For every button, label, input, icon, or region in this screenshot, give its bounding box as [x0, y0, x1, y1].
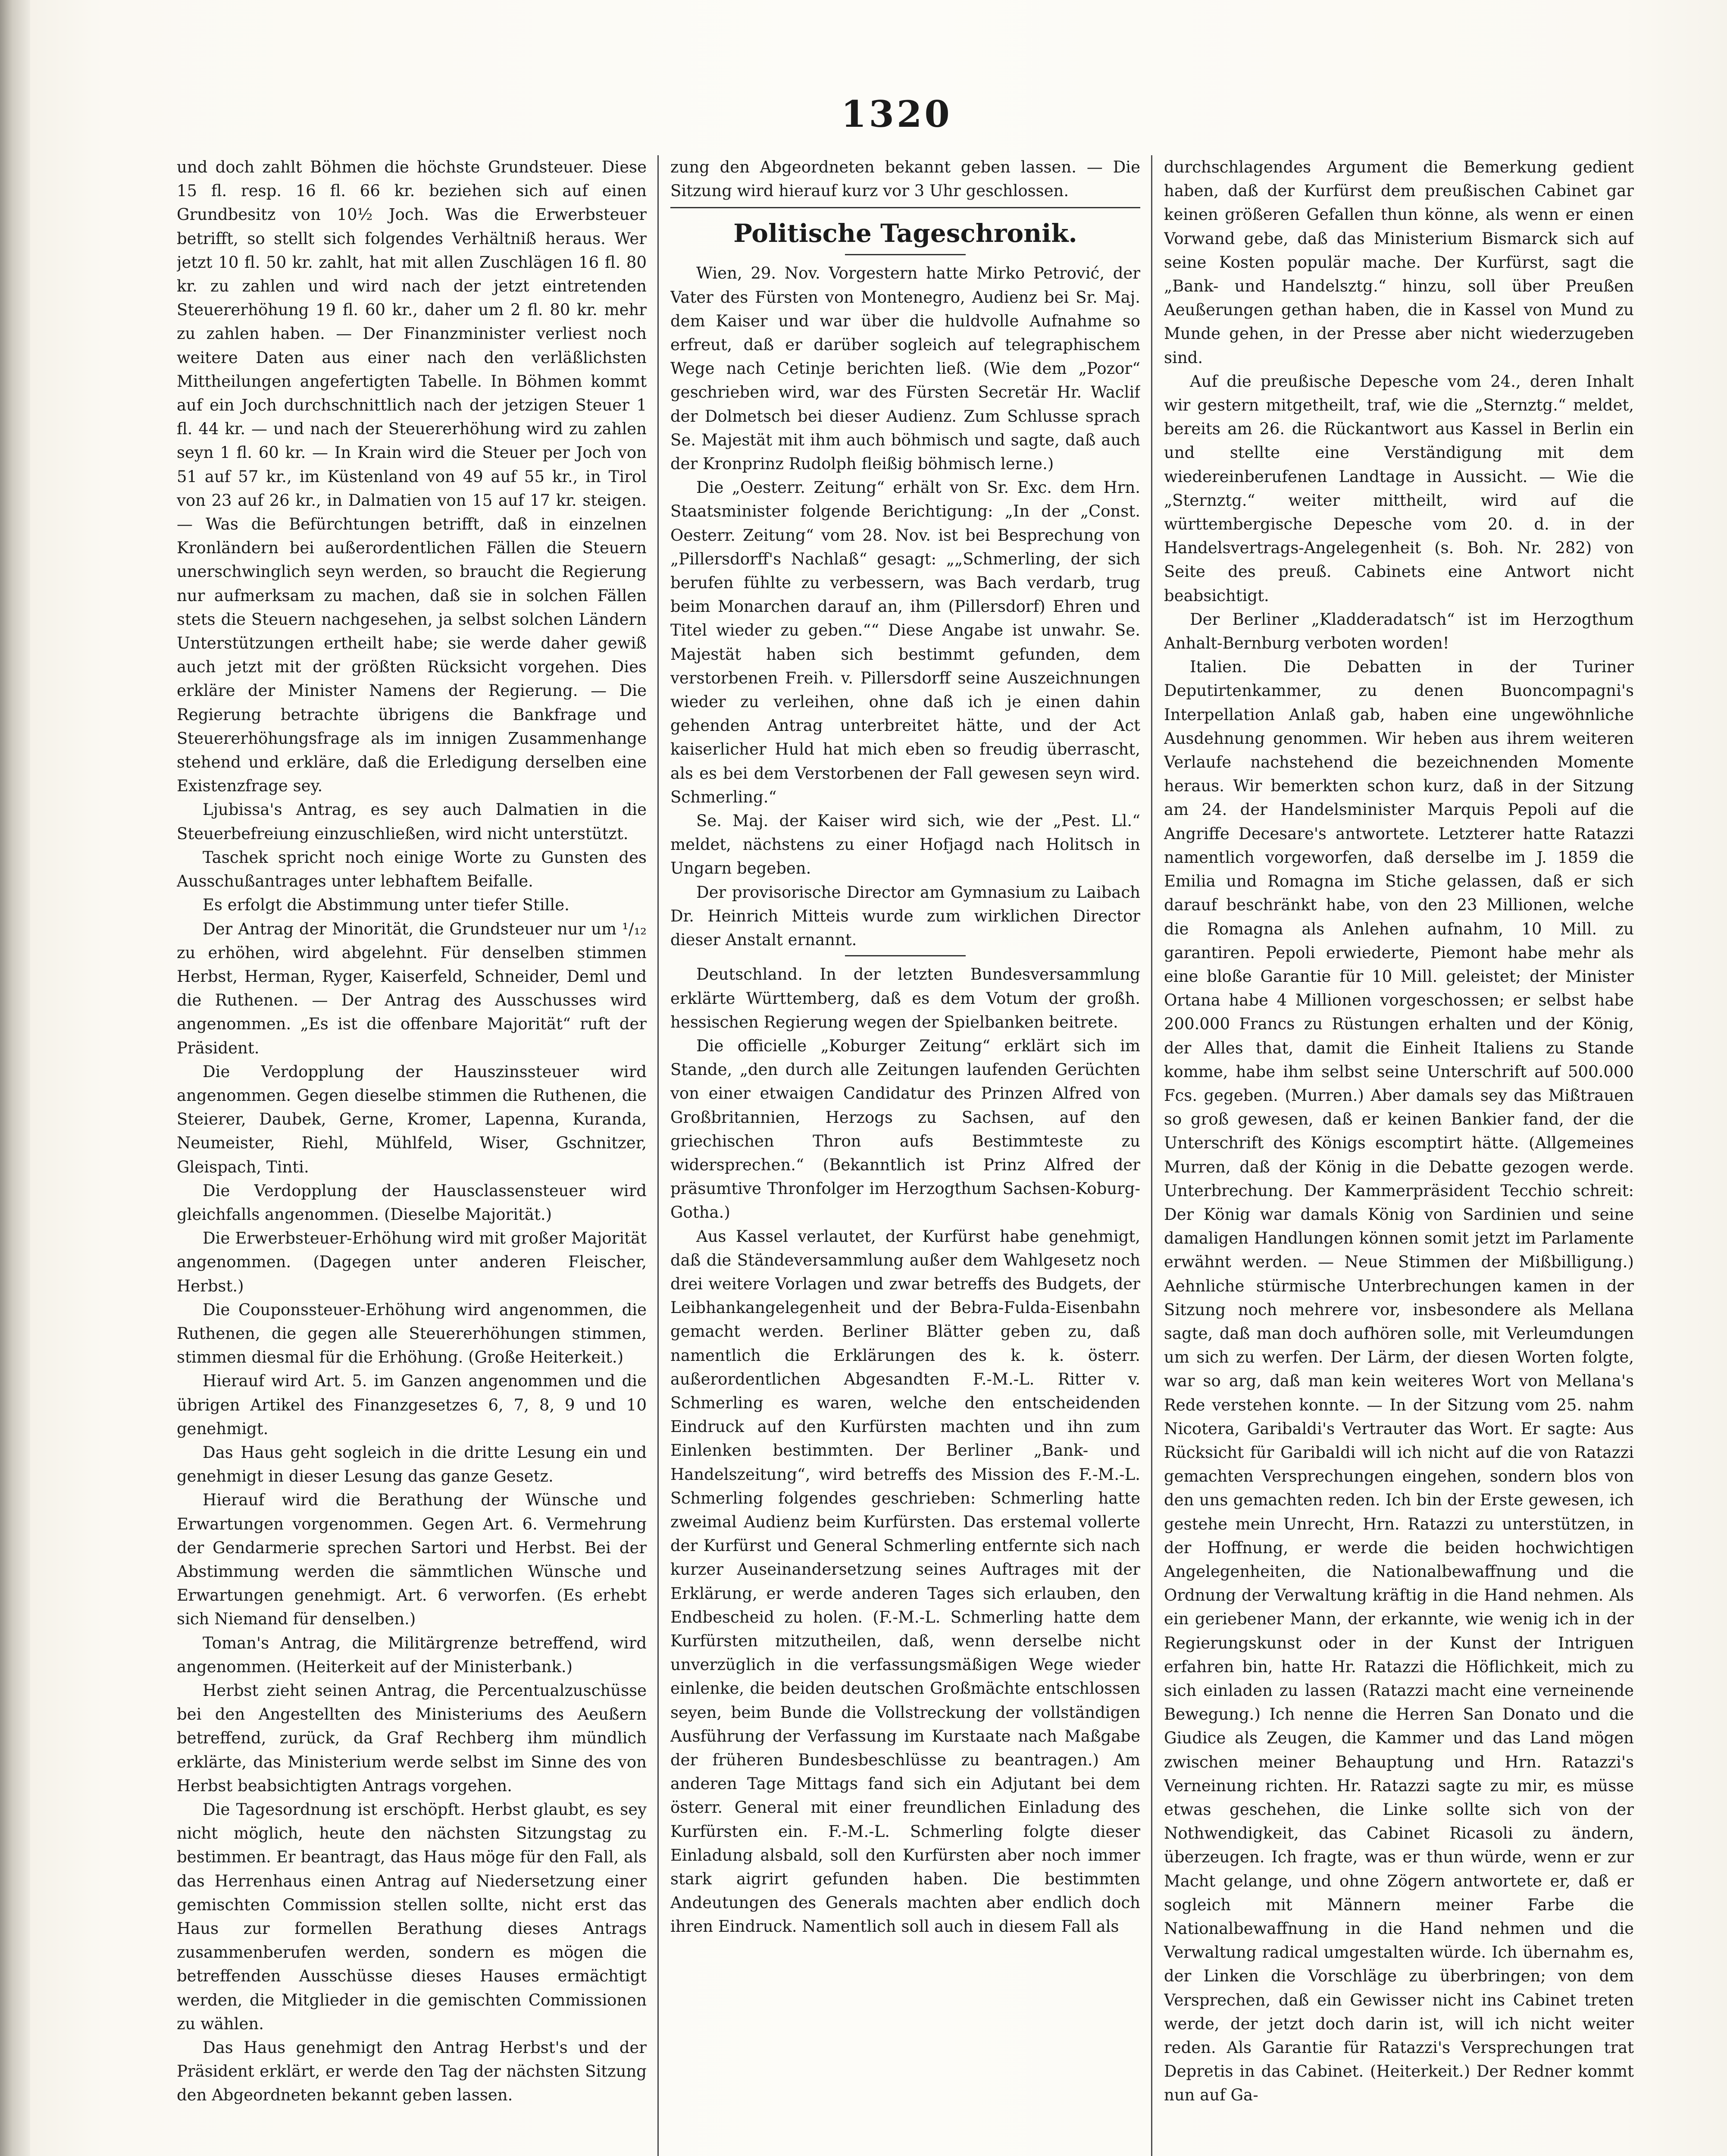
paragraph: Herbst zieht seinen Antrag, die Percentualzuschüsse bei den Angestellten des Ministeriums des Aeußern betreffend, zurück, da Graf Rechberg ihm mündlich erklärte, das Ministerium werde selbst im Sinne des von Herbst beabsichtigten Antrags vorgehen. — [177, 1681, 647, 1795]
binding-spine — [0, 0, 30, 2156]
section-divider — [845, 955, 966, 956]
paragraph: Die Couponssteuer-Erhöhung wird angenommen, die Ruthenen, die gegen alle Steuererhöhungen stimmen, stimmen diesmal für die Erhöhung. (Große Heiterkeit.) — [177, 1300, 647, 1367]
column-rule-left — [657, 155, 659, 2156]
column-rule-right — [1151, 155, 1152, 2156]
paragraph: Die Verdopplung der Hauszinssteuer wird angenommen. Gegen dieselbe stimmen die Ruthenen, die Steierer, Daubek, Gerne, Kromer, Lapenna, Kuranda, Neumeister, Riehl, Mühlfeld, Wiser, Gschnitzer, Gleispach, Tinti. — [177, 1062, 647, 1176]
paragraph: Taschek spricht noch einige Worte zu Gunsten des Ausschußantrages unter lebhaftem Beifalle. — [177, 848, 647, 891]
column-middle — [670, 155, 1140, 2156]
paragraph: Hierauf wird die Berathung der Wünsche und Erwartungen vorgenommen. Gegen Art. 6. Vermehrung der Gendarmerie sprechen Sartori und Herbst. Bei der Abstimmung werden die sämmtlichen Wünsche und Erwartungen genehmigt. Art. 6 verworfen. (Es erhebt sich Niemand für denselben.) — [177, 1491, 647, 1629]
paragraph: Auf die preußische Depesche vom 24., deren Inhalt wir gestern mitgetheilt, traf, wie die „Sternztg.“ meldet, bereits am 26. die Rückantwort aus Kassel in Berlin ein und stellte eine Verständigung mit dem wiedereinberufenen Landtage in Aussicht. — Wie die „Sternztg.“ weiter mittheilt, wird auf die württembergische Depesche vom 20. d. in der Handelsvertrags-Angelegenheit (s. Boh. Nr. 282) von Seite des preuß. Cabinets eine Antwort nicht beabsichtigt. — [1164, 372, 1634, 605]
paragraph: und doch zahlt Böhmen die höchste Grundsteuer. Diese 15 fl. resp. 16 fl. 66 kr. beziehen sich auf einen Grundbesitz von 10½ Joch. Was die Erwerbsteuer betrifft, so stellt sich folgendes Verhältniß heraus. Wer jetzt 10 fl. 50 kr. zahlt, hat mit allen Zuschlägen 16 fl. 80 kr. zu zahlen und wird nach der jetzt eintretenden Steuererhöhung 19 fl. 60 kr., daher um 2 fl. 80 kr. mehr zu zahlen haben. — Der Finanzminister verliest noch weitere Daten aus einer nach den verläßlichsten Mittheilungen angefertigten Tabelle. In Böhmen kommt auf ein Joch durchschnittlich nach der jetzigen Steuer 1 fl. 44 kr. — und nach der Steuererhöhung wird zu zahlen seyn 1 fl. 60 kr. — In Krain wird die Steuer per Joch von 51 auf 57 kr., im Küstenland von 49 auf 55 kr., in Tirol von 23 auf 26 kr., in Dalmatien von 15 auf 17 kr. steigen. — Was die Befürchtungen betrifft, daß in einzelnen Kronländern bei außerordentlichen Fällen die Steuern unerschwinglich seyn werden, so braucht die Regierung nur aufmerksam zu machen, daß sie in solchen Fällen stets die Steuern nachgesehen, ja selbst solchen Ländern Unterstützungen ertheilt habe; sie werde daher gewiß auch jetzt mit der größten Rücksicht vorgehen. Dies erkläre der Minister Namens der Regierung. — Die Regierung betrachte übrigens die Bankfrage und Steuererhöhungsfrage als im innigen Zusammenhange stehend und erkläre, daß die Erledigung derselben eine Existenzfrage sey. — [177, 158, 647, 796]
paragraph: Die Verdopplung der Hausclassensteuer wird gleichfalls angenommen. (Dieselbe Majorität.) — [177, 1181, 647, 1224]
section-rule — [670, 207, 1140, 208]
paragraph: Die officielle „Koburger Zeitung“ erklärt sich im Stande, „den durch alle Zeitungen laufenden Gerüchten von einer etwaigen Candidatur des Prinzen Alfred von Großbritannien, Herzogs zu Sachsen, auf den griechischen Thron aufs Bestimmteste zu widersprechen.“ (Bekanntlich ist Prinz Alfred der präsumtive Thronfolger im Herzogthum Sachsen-Koburg-Gotha.) — [670, 1036, 1140, 1222]
heading-underline — [845, 254, 966, 255]
paragraph: Se. Maj. der Kaiser wird sich, wie der „Pest. Ll.“ meldet, nächstens zu einer Hofjagd nach Holitsch in Ungarn begeben. — [670, 812, 1140, 878]
paragraph: Wien, 29. Nov. Vorgestern hatte Mirko Petrović, der Vater des Fürsten von Montenegro, Audienz bei Sr. Maj. dem Kaiser und war über die huldvolle Aufnahme so erfreut, daß er darüber sogleich auf telegraphischem Wege nach Cetinje berichten ließ. (Wie dem „Pozor“ geschrieben wird, war des Fürsten Secretär Hr. Waclif der Dolmetsch bei dieser Audienz. Zum Schlusse sprach Se. Majestät mit ihm auch böhmisch und sagte, daß auch der Kronprinz Rudolph fleißig böhmisch lerne.) — [670, 264, 1140, 473]
paragraph: durchschlagendes Argument die Bemerkung gedient haben, daß der Kurfürst dem preußischen Cabinet gar keinen größeren Gefallen thun könne, als wenn er einen Vorwand gebe, daß das Ministerium Bismarck sich auf seine Kosten populär mache. Der Kurfürst, sagt die „Bank- und Handelsztg.“ hinzu, soll über Preußen Aeußerungen gethan haben, die in Kassel von Mund zu Munde gehen, in der Presse aber nicht wiederzugeben sind. — [1164, 158, 1634, 367]
paragraph: Der Antrag der Minorität, die Grundsteuer nur um ¹/₁₂ zu erhöhen, wird abgelehnt. Für denselben stimmen Herbst, Herman, Ryger, Kaiserfeld, Schneider, Deml und die Ruthenen. — Der Antrag des Ausschusses wird angenommen. „Es ist die offenbare Majorität“ ruft der Präsident. — [177, 919, 647, 1057]
column-right — [1164, 155, 1634, 2156]
paragraph: zung den Abgeordneten bekannt geben lassen. — Die Sitzung wird hierauf kurz vor 3 Uhr geschlossen. — [670, 158, 1140, 201]
paragraph: Hierauf wird Art. 5. im Ganzen angenommen und die übrigen Artikel des Finanzgesetzes 6, 7, 8, 9 und 10 genehmigt. — [177, 1372, 647, 1438]
paragraph: Das Haus geht sogleich in die dritte Lesung ein und genehmigt in dieser Lesung das ganze Gesetz. — [177, 1443, 647, 1486]
paragraph: Die Erwerbsteuer-Erhöhung wird mit großer Majorität angenommen. (Dagegen unter anderen Fleischer, Herbst.) — [177, 1229, 647, 1295]
column-left — [177, 155, 647, 2156]
paragraph: Ljubissa's Antrag, es sey auch Dalmatien in die Steuerbefreiung einzuschließen, wird nicht unterstützt. — [177, 800, 647, 843]
paragraph: Deutschland. In der letzten Bundesversammlung erklärte Württemberg, daß es dem Votum der großh. hessischen Regierung wegen der Spielbanken beitrete. — [670, 965, 1140, 1031]
paragraph: Toman's Antrag, die Militärgrenze betreffend, wird angenommen. (Heiterkeit auf der Ministerbank.) — [177, 1633, 647, 1676]
paragraph: Der provisorische Director am Gymnasium zu Laibach Dr. Heinrich Mitteis wurde zum wirklichen Director dieser Anstalt ernannt. — [670, 883, 1140, 950]
paragraph: Die Tagesordnung ist erschöpft. Herbst glaubt, es sey nicht möglich, heute den nächsten Sitzungstag zu bestimmen. Er beantragt, das Haus möge für den Fall, als das Herrenhaus einen Antrag auf Niedersetzung einer gemischten Commission stellen sollte, nicht erst das Haus zur formellen Berathung dieses Antrags zusammenberufen werden, sondern es mögen die betreffenden Ausschüsse dieses Hauses ermächtigt werden, die Mitglieder in die gemischten Commissionen zu wählen. — [177, 1800, 647, 2033]
page-number: 1320 — [841, 93, 952, 135]
paragraph: Italien. Die Debatten in der Turiner Deputirtenkammer, zu denen Buoncompagni's Interpellation Anlaß gab, haben eine ungewöhnliche Ausdehnung genommen. Wir heben aus ihrem weiteren Verlaufe nachstehend die bezeichnenden Momente heraus. Wir bemerkten schon kurz, daß in der Sitzung am 24. der Handelsminister Marquis Pepoli auf die Angriffe Decesare's antwortete. Letzterer hatte Ratazzi namentlich vorgeworfen, daß derselbe im J. 1859 die Emilia und Romagna im Stiche gelassen, daß er sich darauf beschränkt habe, von den 23 Millionen, welche die Romagna als Anlehen aufnahm, 10 Mill. zu garantiren. Pepoli erwiederte, Piemont habe mehr als eine bloße Garantie für 10 Mill. geleistet; der Minister Ortana habe 4 Millionen vorgeschossen; er selbst habe 200.000 Francs zu Rüstungen erhalten und der König, der Alles that, damit die Einheit Italiens zu Stande komme, habe ihm selbst seine Unterschrift auf 500.000 Fcs. gegeben. (Murren.) Aber damals sey das Mißtrauen so groß gewesen, daß er keinen Bankier fand, der die Unterschrift des Königs escomptirt hätte. (Allgemeines Murren, daß der König in die Debatte gezogen werde. Unterbrechung. Der Kammerpräsident Tecchio schreit: Der König war damals König von Sardinien und seine damaligen Handlungen können somit jetzt im Parlamente erwähnt werden. — Neue Stimmen der Mißbilligung.) Aehnliche stürmische Unterbrechungen kamen in der Sitzung noch mehrere vor, insbesondere als Mellana sagte, daß man doch aufhören solle, mit Verleumdungen um sich zu werfen. Der Lärm, der diesen Worten folgte, war so arg, daß man kein weiteres Wort von Mellana's Rede verstehen konnte. — In der Sitzung vom 25. nahm Nicotera, Garibaldi's Vertrauter das Wort. Er sagte: Aus Rücksicht für Garibaldi will ich nicht auf die von Ratazzi gemachten Versprechungen eingehen, sondern blos von den uns gemachten reden. Ich bin der Erste gewesen, ich gestehe mein Unrecht, Hrn. Ratazzi zu unterstützen, in der Hoffnung, er werde die beiden hochwichtigen Angelegenheiten, die Nationalbewaffnung und die Ordnung der Verwaltung kräftig in die Hand nehmen. Als ein geriebener Mann, der erkannte, wie wenig ich in der Regierungskunst oder in der Kunst der Intriguen erfahren bin, hatte Hr. Ratazzi die Höflichkeit, mich zu sich einladen zu lassen (Ratazzi macht eine verneinende Bewegung.) Ich nenne die Herren San Donato und die Giudice als Zeugen, die Kammer und das Land mögen zwischen meiner Behauptung und Hrn. Ratazzi's Verneinung richten. Hr. Ratazzi sagte zu mir, es müsse etwas geschehen, die Linke sollte sich von der Nothwendigkeit, das Cabinet Ricasoli zu ändern, überzeugen. Ich fragte, was er thun würde, wenn er zur Macht gelange, und ohne Zögern antwortete er, daß er sogleich mit Männern meiner Farbe die Nationalbewaffnung in die Hand nehmen und die Verwaltung radical umgestalten würde. Ich übernahm es, der Linken die Vorschläge zu überbringen; von dem Versprechen, daß ein Gewisser nicht ins Cabinet treten werde, der jetzt doch darin ist, will ich nicht weiter reden. Als Garantie für Ratazzi's Versprechungen trat Depretis in das Cabinet. (Heiterkeit.) Der Redner kommt nun auf Ga- — [1164, 658, 1634, 2105]
paragraph: Das Haus genehmigt den Antrag Herbst's und der Präsident erklärt, er werde den Tag der nächsten Sitzung den Abgeordneten bekannt geben lassen. — [177, 2038, 647, 2105]
paragraph: Der Berliner „Kladderadatsch“ ist im Herzogthum Anhalt-Bernburg verboten worden! — [1164, 610, 1634, 653]
paragraph: Es erfolgt die Abstimmung unter tiefer Stille. — [203, 896, 569, 915]
section-heading: Politische Tageschronik. — [733, 219, 1077, 248]
paragraph: Aus Kassel verlautet, der Kurfürst habe genehmigt, daß die Ständeversammlung außer dem Wahlgesetz noch drei weitere Vorlagen und zwar betreffs des Budgets, der Leibhankangelegenheit und der Bebra-Fulda-Eisenbahn gemacht werden. Berliner Blätter geben zu, daß namentlich die Erklärungen des k. k. österr. außerordentlichen Abgesandten F.-M.-L. Ritter v. Schmerling es waren, welche den entscheidenden Eindruck auf den Kurfürsten machten und ihn zum Einlenken bestimmten. Der Berliner „Bank- und Handelszeitung“, wird betreffs des Mission des F.-M.-L. Schmerling folgendes geschrieben: Schmerling hatte zweimal Audienz beim Kurfürsten. Das erstemal vollerte der Kurfürst und General Schmerling entfernte sich nach kurzer Auseinandersetzung seines Auftrages mit der Erklärung, er werde anderen Tages sich erlauben, den Endbescheid zu holen. (F.-M.-L. Schmerling hatte dem Kurfürsten mitzutheilen, daß, wenn derselbe nicht unverzüglich in die verfassungsmäßigen Wege wieder einlenke, die beiden deutschen Großmächte entschlossen seyen, beim Bunde die Vollstreckung der vollständigen Ausführung der Verfassung im Kurstaate nach Maßgabe der früheren Bundesbeschlüsse zu beantragen.) Am anderen Tage Mittags fand sich ein Adjutant bei dem österr. General mit einer freundlichen Einladung des Kurfürsten ein. F.-M.-L. Schmerling folgte dieser Einladung alsbald, soll den Kurfürsten aber noch immer stark aigrirt gefunden haben. Die bestimmten Andeutungen des Generals machten aber endlich doch ihren Eindruck. Namentlich soll auch in diesem Fall als — [670, 1227, 1140, 1936]
paragraph: Die „Oesterr. Zeitung“ erhält von Sr. Exc. dem Hrn. Staatsminister folgende Berichtigung: „In der „Const. Oesterr. Zeitung“ vom 28. Nov. ist bei Besprechung von „Pillersdorff's Nachlaß“ gesagt: „„Schmerling, der sich berufen fühlte zu verbessern, was Bach verdarb, trug beim Monarchen darauf an, ihm (Pillersdorf) Ehren und Titel wieder zu geben.““ Diese Angabe ist unwahr. Se. Majestät haben sich bestimmt gefunden, dem verstorbenen Freih. v. Pillersdorff seine Auszeichnungen wieder zu verleihen, ohne daß ich je einen dahin gehenden Antrag unterbreitet hätte, und der Act kaiserlicher Huld hat mich eben so freudig überrascht, als es bei dem Verstorbenen der Fall gewesen seyn wird. Schmerling.“ — [670, 478, 1140, 806]
